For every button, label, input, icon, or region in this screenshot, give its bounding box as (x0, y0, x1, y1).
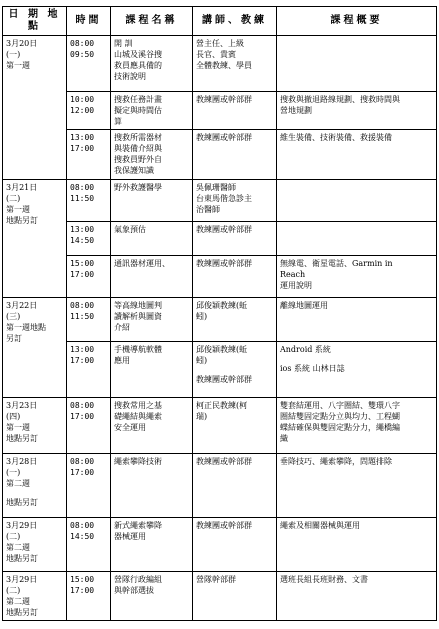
instructor-cell (193, 342, 277, 398)
instructor-line: 營隊幹部群 (196, 575, 236, 584)
schedule-date-cell (3, 398, 67, 454)
course-summary-cell (277, 180, 437, 222)
schedule-time-line: 15:00 (70, 575, 95, 584)
schedule-date-cell (3, 36, 67, 180)
schedule-time-line: 11:50 (70, 194, 95, 203)
instructor-line: 蚓) (196, 312, 208, 321)
schedule-date-line: 第一週 (6, 205, 30, 214)
header-summary: 課程概要 (277, 7, 437, 36)
schedule-date-cell (3, 572, 67, 621)
course-name-cell (111, 298, 193, 342)
course-summary-line: 蝶結確保與雙固定點分力，繩橋編 (280, 423, 400, 432)
course-name-cell (111, 518, 193, 572)
instructor-line: 營主任、上級 (196, 39, 244, 48)
schedule-date-line: (一) (6, 50, 21, 59)
instructor-line: 吳佩珊醫師 (196, 183, 236, 192)
schedule-time-line: 17:00 (70, 144, 95, 153)
schedule-time-line: 08:00 (70, 401, 95, 410)
schedule-date-line: 3月22日 (6, 301, 38, 310)
course-name-cell (111, 130, 193, 180)
course-summary-cell (277, 454, 437, 518)
course-name-line: 山城及溪谷搜 (114, 50, 162, 59)
schedule-date-line: 地點另訂 (6, 608, 38, 617)
schedule-time-line: 14:50 (70, 236, 95, 245)
course-summary-line: Android 系統 (280, 345, 331, 354)
course-summary-cell (277, 298, 437, 342)
instructor-cell (193, 454, 277, 518)
schedule-date-cell (3, 298, 67, 398)
course-summary-cell (277, 572, 437, 621)
schedule-date-line: 3月21日 (6, 183, 38, 192)
course-name-cell (111, 222, 193, 256)
course-name-line: 與幹部選拔 (114, 586, 154, 595)
schedule-date-line: (二) (6, 532, 21, 541)
instructor-line: 治醫師 (196, 205, 220, 214)
course-summary-line: 圈結雙固定點分立與均力、工程蝴 (280, 412, 400, 421)
schedule-time-line: 13:00 (70, 225, 95, 234)
schedule-time-cell (67, 572, 111, 621)
course-name-cell (111, 180, 193, 222)
course-name-line: 器械運用 (114, 532, 146, 541)
course-name-line: 技術說明 (114, 72, 146, 81)
schedule-date-line: 地點另訂 (6, 216, 38, 225)
instructor-cell (193, 180, 277, 222)
instructor-line: 教練團或幹部群 (196, 133, 252, 142)
schedule-date-line: (二) (6, 194, 21, 203)
course-summary-line: 運用說明 (280, 281, 312, 290)
schedule-time-line: 08:00 (70, 301, 95, 310)
instructor-line: 柯正民教練(柯 (196, 401, 248, 410)
instructor-cell (193, 256, 277, 298)
schedule-date-line: (四) (6, 412, 21, 421)
instructor-line: 教練團或幹部群 (196, 457, 252, 466)
schedule-row (3, 572, 437, 621)
course-name-cell (111, 342, 193, 398)
schedule-date-line: 3月23日 (6, 401, 38, 410)
header-row (3, 7, 437, 36)
schedule-date-line: 3月20日 (6, 39, 38, 48)
schedule-date-line: 第一週 (6, 423, 30, 432)
instructor-line: 全體教練、學員 (196, 61, 252, 70)
schedule-date-line: (一) (6, 468, 21, 477)
schedule-date-cell (3, 454, 67, 518)
course-name-line: 讀解析與圖資 (114, 312, 162, 321)
schedule-row (3, 222, 437, 256)
course-summary-line: 垂降技巧、繩索攀降，問題排除 (280, 457, 392, 466)
course-summary-cell (277, 36, 437, 92)
course-name-line: 我保護知識 (114, 166, 154, 175)
course-name-cell (111, 256, 193, 298)
schedule-row (3, 92, 437, 130)
schedule-row (3, 298, 437, 342)
schedule-date-line: 另訂 (6, 334, 22, 343)
instructor-cell (193, 92, 277, 130)
course-summary-cell (277, 398, 437, 454)
instructor-cell (193, 398, 277, 454)
course-summary-line: 雙套結運用、八字圈結、雙環八字 (280, 401, 400, 410)
schedule-time-line: 17:00 (70, 586, 95, 595)
header-location: 地 點 (28, 9, 61, 32)
schedule-date-line: 3月28日 (6, 457, 38, 466)
course-summary-cell (277, 518, 437, 572)
course-name-line: 搜救所需器材 (114, 133, 162, 142)
course-name-line: 與裝備介紹與 (114, 144, 162, 153)
course-summary-cell (277, 342, 437, 398)
schedule-time-cell (67, 256, 111, 298)
schedule-time-line: 08:00 (70, 521, 95, 530)
schedule-time-cell (67, 222, 111, 256)
instructor-line: 台東馬偕急診主 (196, 194, 252, 203)
schedule-row (3, 518, 437, 572)
course-summary-cell (277, 222, 437, 256)
schedule-date-line: (三) (6, 312, 21, 321)
instructor-line: 教練團或幹部群 (196, 259, 252, 268)
schedule-time-line: 14:50 (70, 532, 95, 541)
schedule-time-line: 13:00 (70, 345, 95, 354)
schedule-time-line: 08:00 (70, 183, 95, 192)
course-summary-line: 織 (280, 434, 288, 443)
course-name-line: 繩索攀降技術 (114, 457, 162, 466)
course-summary-cell (277, 130, 437, 180)
schedule-date-line: 第二週 (6, 543, 30, 552)
schedule-time-cell (67, 518, 111, 572)
course-summary-line: 離線地圖運用 (280, 301, 328, 310)
schedule-row (3, 180, 437, 222)
course-summary-line: 選班長組長班財務、文書 (280, 575, 368, 584)
instructor-line: 蚓) (196, 356, 208, 365)
schedule-date-line: 第一週地點 (6, 323, 46, 332)
schedule-time-line: 08:00 (70, 457, 95, 466)
course-name-cell (111, 36, 193, 92)
course-schedule-table (2, 6, 437, 621)
schedule-date-line: 地點另訂 (6, 498, 38, 507)
schedule-row (3, 256, 437, 298)
schedule-time-cell (67, 342, 111, 398)
instructor-cell (193, 222, 277, 256)
instructor-line: 教練團或幹部群 (196, 225, 252, 234)
course-name-line: 野外救護醫學 (114, 183, 162, 192)
course-name-line: 開 訓 (114, 39, 133, 48)
schedule-time-line: 12:00 (70, 106, 95, 115)
schedule-time-cell (67, 92, 111, 130)
schedule-time-line: 11:50 (70, 312, 95, 321)
schedule-date-line: 第二週 (6, 597, 30, 606)
header-date-location (3, 7, 67, 36)
schedule-date-line: 第一週 (6, 61, 30, 70)
instructor-cell (193, 36, 277, 92)
instructor-cell (193, 130, 277, 180)
instructor-line (196, 366, 273, 374)
header-date: 日 期 (8, 9, 41, 20)
instructor-line: 教練團或幹部群 (196, 95, 252, 104)
course-name-cell (111, 398, 193, 454)
course-name-line: 搜救常用之基 (114, 401, 162, 410)
course-name-line: 搜救任務計畫 (114, 95, 162, 104)
header-instructor: 講師、教練 (193, 7, 277, 36)
course-summary-line: 維生裝備、技術裝備、救援裝備 (280, 133, 392, 142)
schedule-time-line: 15:00 (70, 259, 95, 268)
course-name-line: 介紹 (114, 323, 130, 332)
schedule-time-line: 17:00 (70, 270, 95, 279)
schedule-date-line (6, 489, 63, 497)
instructor-line: 瑞) (196, 412, 208, 421)
course-summary-line: 營地規劃 (280, 106, 312, 115)
schedule-date-line: 3月29日 (6, 575, 38, 584)
course-summary-line: 無線電、衛星電話、Garmin in (280, 259, 393, 268)
instructor-line: 邱俊穎教練(蚯 (196, 345, 248, 354)
course-name-line: 礎繩結與繩索 (114, 412, 162, 421)
course-summary-cell (277, 256, 437, 298)
schedule-time-line: 13:00 (70, 133, 95, 142)
header-time: 時間 (67, 7, 111, 36)
schedule-row (3, 398, 437, 454)
course-summary-line (280, 355, 433, 363)
schedule-time-line: 09:50 (70, 50, 95, 59)
instructor-line: 教練團或幹部群 (196, 521, 252, 530)
header-course: 課程名稱 (111, 7, 193, 36)
course-name-line: 新式繩索攀降 (114, 521, 162, 530)
course-summary-line: Reach (280, 270, 306, 279)
instructor-cell (193, 298, 277, 342)
course-summary-line: 繩索及相關器械與運用 (280, 521, 360, 530)
instructor-line: 長官、貴賓 (196, 50, 236, 59)
course-name-line: 營隊行政編組 (114, 575, 162, 584)
schedule-date-cell (3, 518, 67, 572)
schedule-time-cell (67, 398, 111, 454)
instructor-cell (193, 518, 277, 572)
course-name-line: 通訊器材運用、 (114, 259, 170, 268)
schedule-date-line: 地點另訂 (6, 554, 38, 563)
schedule-time-cell (67, 454, 111, 518)
schedule-time-line: 17:00 (70, 468, 95, 477)
course-name-line: 氣象預估 (114, 225, 146, 234)
schedule-time-line: 17:00 (70, 412, 95, 421)
course-name-line: 救員應具備的 (114, 61, 162, 70)
schedule-time-line: 17:00 (70, 356, 95, 365)
schedule-row (3, 130, 437, 180)
instructor-cell (193, 572, 277, 621)
schedule-date-line: 3月29日 (6, 521, 38, 530)
course-name-cell (111, 92, 193, 130)
schedule-time-cell (67, 36, 111, 92)
schedule-time-cell (67, 298, 111, 342)
course-name-line: 安全運用 (114, 423, 146, 432)
schedule-row (3, 342, 437, 398)
schedule-date-line: 地點另訂 (6, 434, 38, 443)
course-name-line: 應用 (114, 356, 130, 365)
instructor-line: 教練團或幹部群 (196, 375, 252, 384)
schedule-time-cell (67, 130, 111, 180)
schedule-date-line: 第二週 (6, 479, 30, 488)
course-summary-cell (277, 92, 437, 130)
course-summary-line: 搜救與撤退路線規劃、搜救時間與 (280, 95, 400, 104)
schedule-date-cell (3, 180, 67, 298)
course-name-line: 手機導航軟體 (114, 345, 162, 354)
course-name-line: 算 (114, 117, 122, 126)
course-name-cell (111, 572, 193, 621)
schedule-time-line: 10:00 (70, 95, 95, 104)
instructor-line: 邱俊穎教練(蚯 (196, 301, 248, 310)
course-name-line: 擬定與時間估 (114, 106, 162, 115)
schedule-date-line: (二) (6, 586, 21, 595)
schedule-time-cell (67, 180, 111, 222)
course-name-cell (111, 454, 193, 518)
schedule-time-line: 08:00 (70, 39, 95, 48)
course-summary-line: ios 系統 山林日誌 (280, 364, 345, 373)
schedule-row (3, 454, 437, 518)
course-name-line: 等高線地圖判 (114, 301, 162, 310)
course-name-line: 搜救員野外自 (114, 155, 162, 164)
schedule-row (3, 36, 437, 92)
